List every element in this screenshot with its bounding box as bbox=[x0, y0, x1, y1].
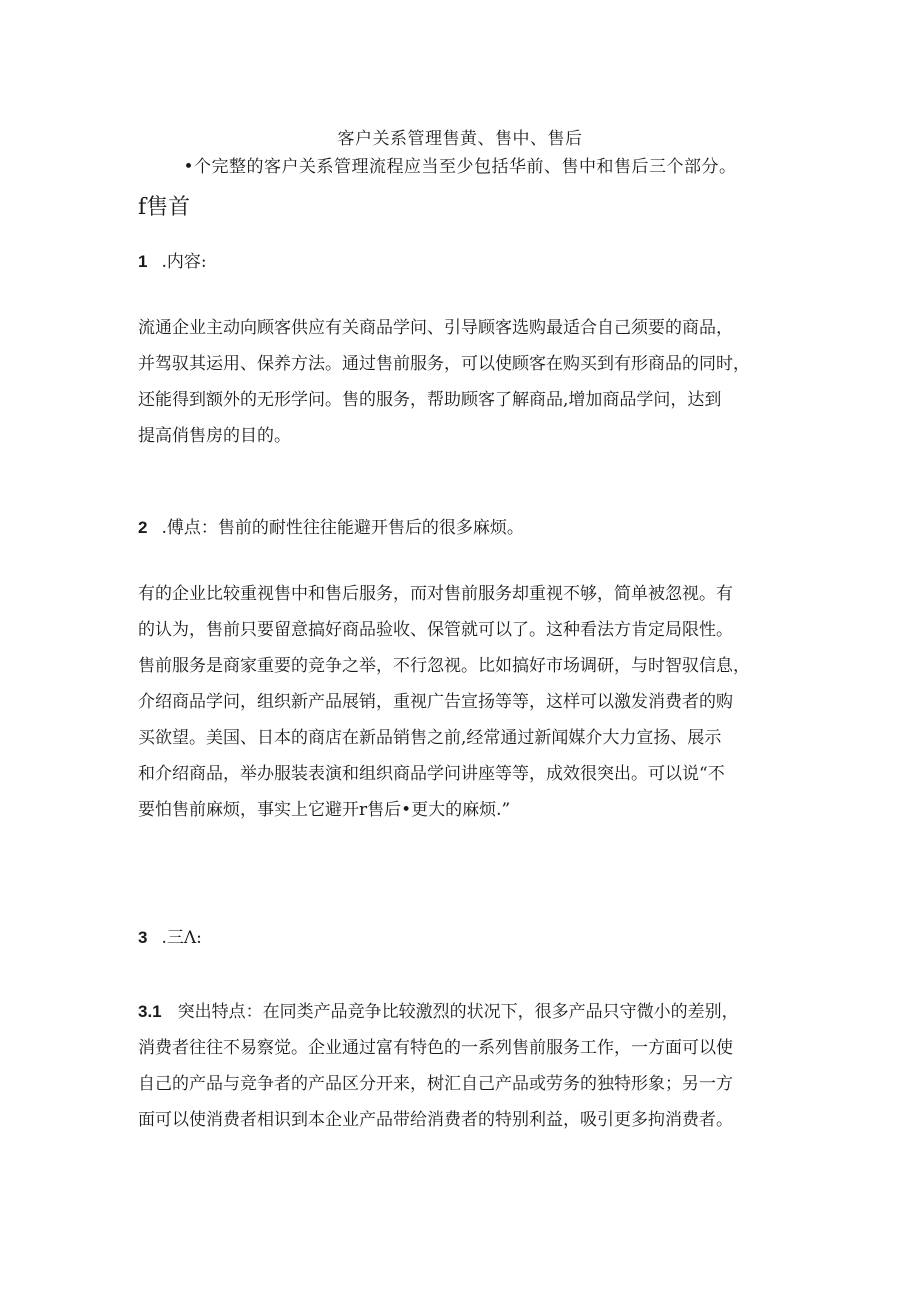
item-2-label: .傅点：售前的耐性往往能避开售后的很多麻烦。 bbox=[161, 518, 524, 538]
paragraph-3-line-text: 突出特点：在同类产品竞争比较激烈的状况下，很多产品只守微小的差别， bbox=[177, 1002, 739, 1022]
paragraph-2-line: 和介绍商品，举办服装表演和组织商品学问讲座等等，成效很突出。可以说“不 bbox=[138, 764, 725, 784]
item-3-label: .三Λ: bbox=[161, 928, 202, 948]
paragraph-1-line: 还能得到额外的无形学问。售的服务，帮助顾客了解商品,增加商品学问，达到 bbox=[138, 390, 722, 410]
item-1-heading bbox=[138, 247, 207, 272]
item-2-number: 2 bbox=[138, 518, 148, 537]
section-heading: f售首 bbox=[138, 195, 191, 220]
item-3-number: 3 bbox=[138, 928, 148, 947]
item-1-number: 1 bbox=[138, 252, 148, 271]
paragraph-2-line: 的认为，售前只要留意搞好商品验收、保管就可以了。这种看法方肯定局限性。 bbox=[138, 620, 733, 640]
paragraph-3-line: 自己的产品与竞争者的产品区分开来，树汇自己产品或劳务的独特形象；另一方 bbox=[138, 1074, 733, 1094]
item-3-heading bbox=[138, 923, 202, 948]
item-1-label: .内容: bbox=[161, 252, 207, 272]
paragraph-3-line bbox=[138, 994, 788, 1030]
document-title: 客户关系管理售黄、售中、售后 bbox=[337, 129, 583, 149]
paragraph-2-line: 要怕售前麻烦，事实上它避开r售后•更大的麻烦.” bbox=[138, 800, 511, 820]
paragraph-3-line: 消费者往往不易察觉。企业通过富有特色的一系列售前服务工作，一方面可以使 bbox=[138, 1038, 733, 1058]
item-2-heading bbox=[138, 513, 524, 538]
paragraph-2-line: 介绍商品学问，组织新产品展销，重视广告宣扬等等，这样可以激发消费者的购 bbox=[138, 692, 733, 712]
paragraph-1-line: 提高俏售房的目的。 bbox=[138, 426, 291, 446]
paragraph-2 bbox=[138, 576, 788, 828]
paragraph-1-line: 并驾驭其运用、保养方法。通过售前服务，可以使顾客在购买到有形商品的同时， bbox=[138, 354, 750, 374]
paragraph-3-line: 面可以使消费者相识到本企业产品带给消费者的特别利益，吸引更多拘消费者。 bbox=[138, 1110, 733, 1130]
paragraph-1-line: 流通企业主动向顾客供应有关商品学问、引导顾客选购最适合自己须要的商品， bbox=[138, 318, 733, 338]
paragraph-2-line: 售前服务是商家重要的竞争之举，不行忽视。比如搞好市场调研，与时智驭信息， bbox=[138, 656, 750, 676]
paragraph-3-lead-number: 3.1 bbox=[138, 1002, 162, 1021]
paragraph-2-line: 买欲望。美国、日本的商店在新品销售之前,经常通过新闻媒介大力宣扬、展示 bbox=[138, 728, 722, 748]
paragraph-2-line: 有的企业比较重视售中和售后服务，而对售前服务却重视不够，简单被忽视。有 bbox=[138, 584, 733, 604]
paragraph-3 bbox=[138, 994, 788, 1138]
document-intro: •个完整的客户关系管理流程应当至少包括华前、售中和售后三个部分。 bbox=[183, 157, 737, 177]
paragraph-1 bbox=[138, 310, 788, 454]
